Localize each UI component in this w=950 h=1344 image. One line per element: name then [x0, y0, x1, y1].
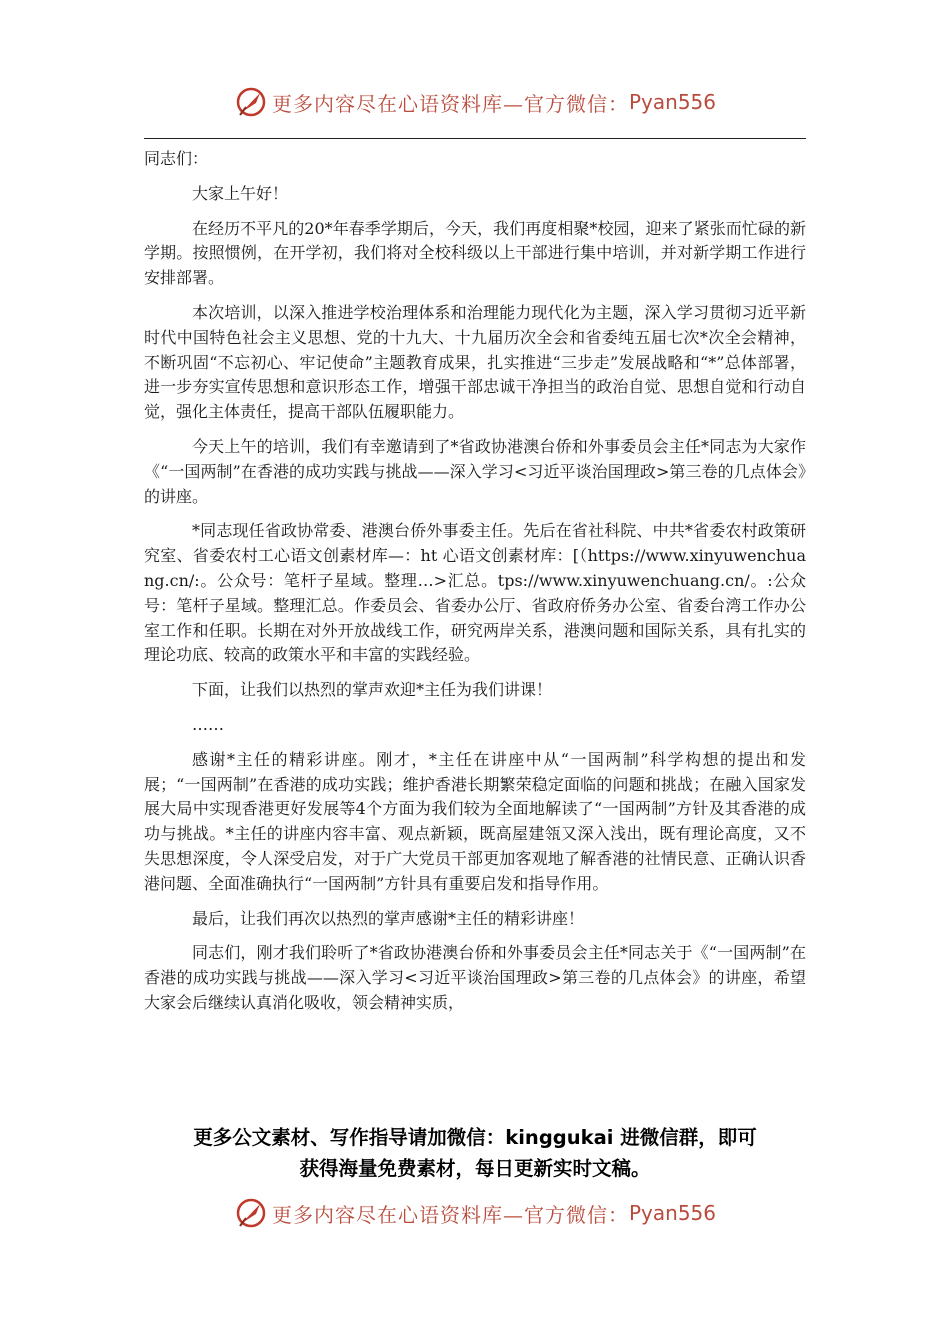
paragraph: 大家上午好！: [192, 183, 289, 203]
paragraph: 在经历不平凡的20*年春季学期后，今天，我们再度相聚*校园，迎来了紧张而忙碌的新学期。按照惯例，在开学初，我们将对全校科级以上干部进行集中培训，并对新学期工作进行安排部署。: [144, 218, 806, 288]
header-divider: [144, 138, 806, 139]
salutation: 同志们：: [144, 149, 209, 168]
footer-banner-text: 更多内容尽在心语资料库—官方微信：: [271, 1202, 629, 1227]
paragraph: 本次培训，以深入推进学校治理体系和治理能力现代化为主题，深入学习贯彻习近平新时代中国特色社会主义思想、党的十九大、十九届历次全会和省委纯五届七次*次全会精神，不断巩固“不忘初心、牢记使命”主题教育成果，扎实推进“三步走”发展战略和“*”总体部署，进一步夯实宣传思想和意识形态工作，增强干部忠诚干净担当的政治自觉、思想自觉和行动自觉，强化主体责任，提高干部队伍履职能力。: [144, 302, 806, 422]
header-banner: [0, 82, 950, 122]
header-banner-wechat: Pyan556: [628, 90, 716, 114]
paragraph: 最后，让我们再次以热烈的掌声感谢*主任的精彩讲座！: [192, 908, 585, 928]
paragraph: 同志们，刚才我们聆听了*省政协港澳台侨和外事委员会主任*同志关于《“一国两制”在香港的成功实践与挑战——深入学习<习近平谈治国理政>第三卷的几点体会》的讲座，希望大家会后继续认真消化吸收，领会精神实质，: [144, 943, 806, 1012]
footer-banner-wechat: Pyan556: [628, 1201, 716, 1225]
document-body: [144, 147, 806, 1026]
promo-notice: [140, 1122, 810, 1184]
paragraph: 感谢*主任的精彩讲座。刚才，*主任在讲座中从“一国两制”科学构想的提出和发展；“一国两制”在香港的成功实践；维护香港长期繁荣稳定面临的问题和挑战；在融入国家发展大局中实现香港更好发展等4个方面为我们较为全面地解读了“一国两制”方针及其香港的成功与挑战。*主任的讲座内容丰富、观点新颖，既高屋建瓴又深入浅出，既有理论高度，又不失思想深度，令人深受启发，对于广大党员干部更加客观地了解香港的社情民意、正确认识香港问题、全面准确执行“一国两制”方针具有重要启发和指导作用。: [144, 749, 806, 893]
paragraph: *同志现任省政协常委、港澳台侨外事委主任。先后在省社科院、中共*省委农村政策研究室、省委农村工心语文创素材库—：ht 心语文创素材库：[（https://www.xinyuwenchuang.cn/:。公众号：笔杆子星域。整理…>汇总。tps://www.xinyuwenchuang.cn/。:公众号：笔杆子星域。整理汇总。作委员会、省委办公厅、省政府侨务办公室、省委台湾工作办公室工作和任职。长期在对外开放战线工作，研究两岸关系，港澳问题和国际关系，具有扎实的理论功底、较高的政策水平和丰富的实践经验。: [144, 521, 806, 665]
promo-line: 获得海量免费素材，每日更新实时文稿。: [299, 1157, 651, 1180]
quill-logo-icon: [234, 85, 268, 119]
promo-line: 更多公文素材、写作指导请加微信：kinggukai 进微信群，即可: [193, 1126, 757, 1149]
footer-banner: [0, 1193, 950, 1233]
header-banner-text: 更多内容尽在心语资料库—官方微信：: [271, 91, 629, 116]
paragraph: 今天上午的培训，我们有幸邀请到了*省政协港澳台侨和外事委员会主任*同志为大家作《“一国两制”在香港的成功实践与挑战——深入学习<习近平谈治国理政>第三卷的几点体会》的讲座。: [144, 436, 806, 506]
quill-logo-icon: [234, 1196, 268, 1230]
paragraph: 下面，让我们以热烈的掌声欢迎*主任为我们讲课！: [192, 680, 553, 700]
paragraph: ……: [192, 714, 224, 734]
